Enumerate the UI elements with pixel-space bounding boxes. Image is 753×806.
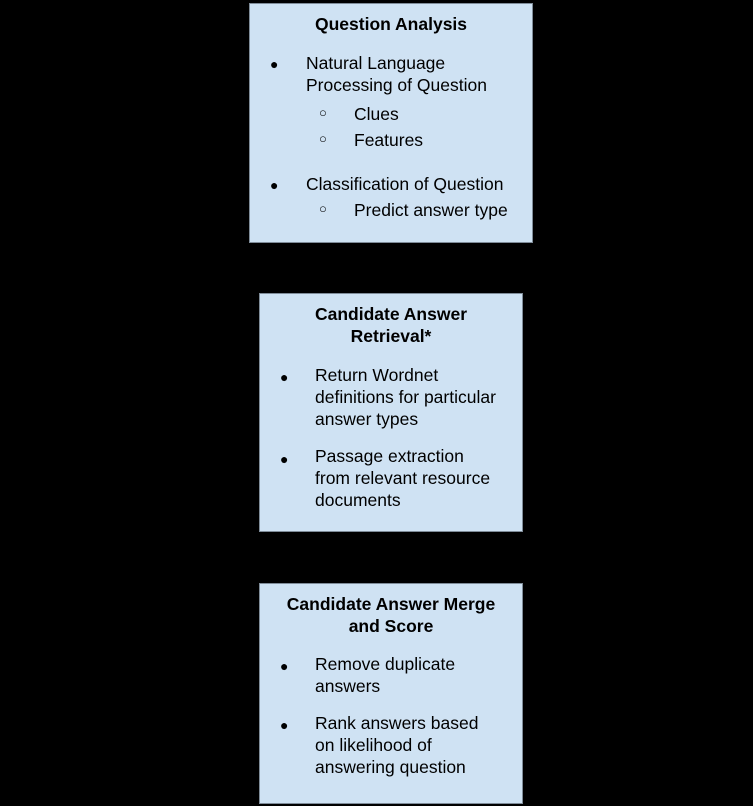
item-text-line: Passage extraction — [315, 446, 464, 466]
bullet-icon: ● — [280, 717, 289, 733]
item-text-line: Remove duplicate — [315, 654, 456, 674]
list-item — [315, 712, 478, 778]
item-text-line: answering question — [315, 757, 466, 777]
question-analysis-box — [249, 3, 533, 243]
candidate-answer-merge-score-box — [259, 583, 523, 804]
candidate-answer-retrieval-box — [259, 293, 523, 532]
bullet-icon: ● — [280, 658, 289, 674]
box-title-line: Candidate Answer — [314, 304, 468, 324]
list-item — [315, 364, 496, 430]
list-item — [315, 445, 490, 511]
box-title — [260, 593, 522, 637]
list-item — [315, 653, 455, 697]
bullet-icon: ● — [270, 56, 279, 72]
list-item — [306, 52, 487, 96]
box-title-line: Candidate Answer Merge — [286, 594, 496, 614]
item-text-line: Return Wordnet — [315, 365, 439, 385]
item-text-line: Natural Language — [306, 53, 446, 73]
bullet-icon: ● — [270, 177, 279, 193]
box-title — [260, 303, 522, 347]
bullet-icon: ● — [280, 369, 289, 385]
item-text-line: definitions for particular — [315, 387, 496, 407]
item-text-line: answers — [315, 676, 381, 696]
sub-list-item: Features — [354, 130, 424, 150]
item-text-line: from relevant resource — [315, 468, 491, 488]
item-text-line: Processing of Question — [306, 75, 487, 95]
sub-bullet-icon: ○ — [319, 201, 327, 216]
sub-list-item: Clues — [354, 104, 399, 124]
item-text-line: on likelihood of — [315, 735, 432, 755]
sub-list-item: Predict answer type — [354, 200, 508, 220]
list-item: Classification of Question — [306, 174, 504, 194]
item-text-line: answer types — [315, 409, 419, 429]
sub-bullet-icon: ○ — [319, 105, 327, 120]
sub-bullet-icon: ○ — [319, 131, 327, 146]
box-title-line: Retrieval* — [350, 326, 432, 346]
item-text-line: documents — [315, 490, 401, 510]
box-title-line: and Score — [348, 616, 434, 636]
box-title: Question Analysis — [314, 14, 468, 34]
bullet-icon: ● — [280, 451, 289, 467]
item-text-line: Rank answers based — [315, 713, 479, 733]
